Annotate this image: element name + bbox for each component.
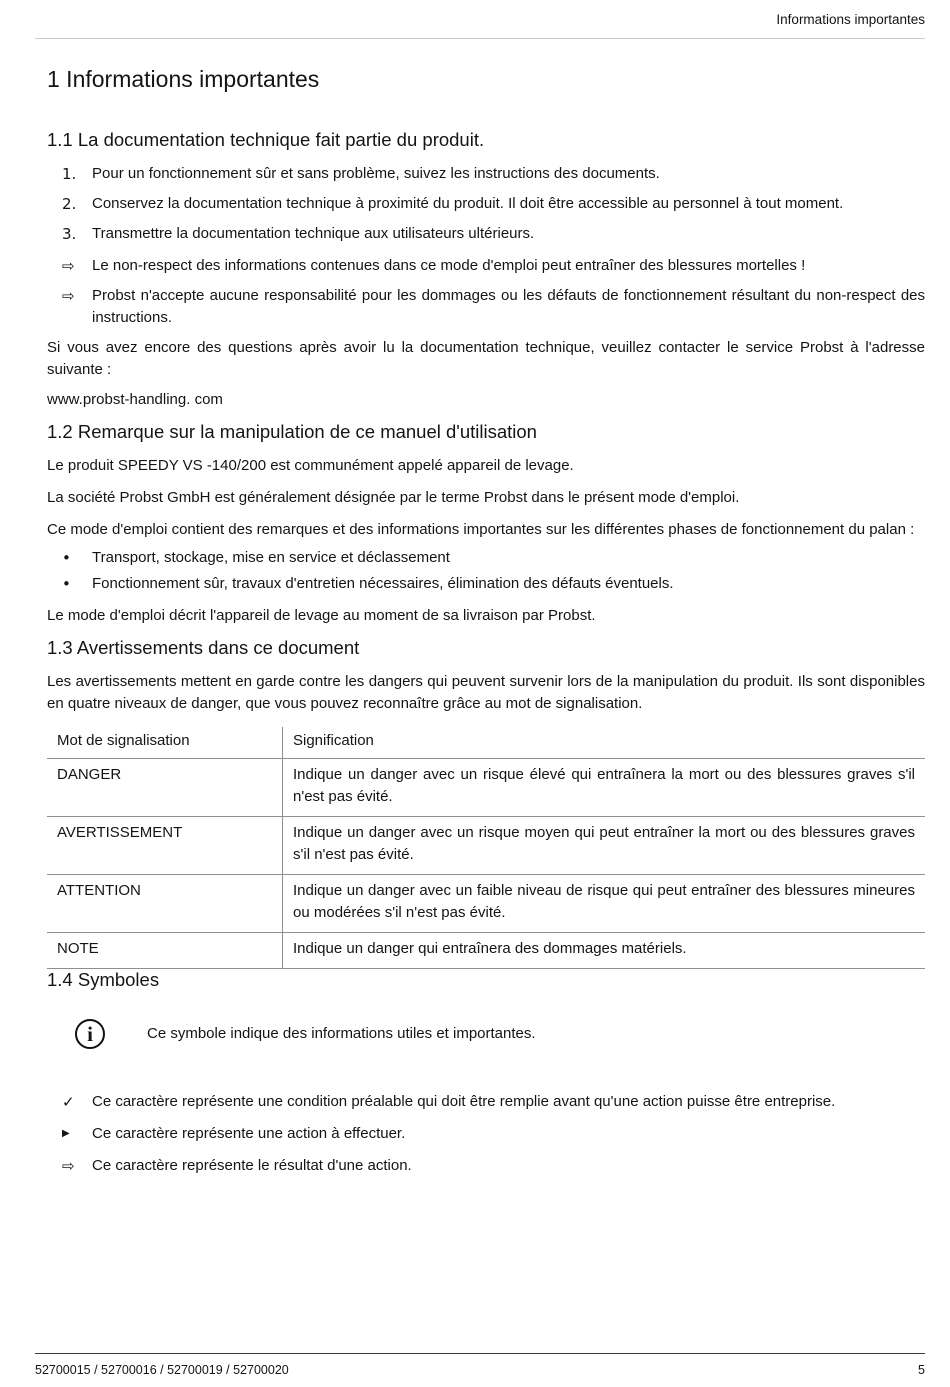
section-1-1-heading: 1.1 La documentation technique fait partie du produit.: [47, 129, 485, 150]
numbered-item-text: Pour un fonctionnement sûr et sans problème, suivez les instructions des documents.: [92, 165, 660, 182]
paragraph: Le mode d'emploi décrit l'appareil de levage au moment de sa livraison par Probst.: [47, 607, 596, 624]
meaning-cell: Indique un danger avec un risque moyen qui peut entraîner la mort ou des blessures graves s'il n'est pas évité.: [283, 817, 926, 875]
action-triangle-icon: ▶: [62, 1128, 70, 1139]
table-header-meaning: Signification: [293, 732, 374, 749]
symbol-item-text: Ce caractère représente une action à effectuer.: [92, 1125, 406, 1142]
table-row: [47, 933, 925, 969]
website-text: www.probst-handling. com: [47, 391, 223, 408]
numbered-item: [62, 163, 925, 185]
running-header: [35, 0, 925, 39]
footer: [35, 1353, 925, 1377]
item-number: 1.: [62, 165, 77, 183]
check-icon: ✓: [62, 1093, 75, 1111]
paragraph: Le produit SPEEDY VS -140/200 est communément appelé appareil de levage.: [47, 457, 574, 474]
table-header-signal-word: Mot de signalisation: [47, 727, 283, 759]
signal-word-cell: NOTE: [47, 933, 283, 969]
result-arrow-icon: ⇨: [62, 257, 75, 275]
section-1-4-heading: 1.4 Symboles: [47, 969, 160, 990]
bullet-item: [62, 547, 925, 569]
running-header-text: Informations importantes: [776, 11, 925, 27]
signal-word-cell: ATTENTION: [47, 875, 283, 933]
item-number: 2.: [62, 195, 77, 213]
section-1-2-heading: 1.2 Remarque sur la manipulation de ce manuel d'utilisation: [47, 421, 537, 442]
result-item-text: Probst n'accepte aucune responsabilité pour les dommages ou les défauts de fonctionnement résultant du non-respect des instructions.: [92, 287, 925, 326]
signal-word-cell: DANGER: [47, 759, 283, 817]
info-icon: i: [75, 1019, 105, 1049]
symbol-item-text: Ce caractère représente une condition préalable qui doit être remplie avant qu'une action puisse être entreprise.: [92, 1093, 836, 1110]
bullet-item: [62, 573, 925, 595]
symbol-item: [62, 1155, 925, 1177]
item-number: 3.: [62, 225, 77, 243]
page-content: [47, 58, 925, 1185]
info-symbol-text: Ce symbole indique des informations utiles et importantes.: [147, 1025, 536, 1042]
symbol-item: [62, 1123, 925, 1145]
bullet-icon: •: [62, 549, 71, 567]
result-item-text: Le non-respect des informations contenues dans ce mode d'emploi peut entraîner des blessures mortelles !: [92, 257, 806, 274]
section-1-3-heading: 1.3 Avertissements dans ce document: [47, 637, 360, 658]
meaning-cell: Indique un danger qui entraînera des dommages matériels.: [283, 933, 926, 969]
numbered-item: [62, 193, 925, 215]
info-symbol-row: [75, 1019, 925, 1049]
paragraph: Ce mode d'emploi contient des remarques et des informations importantes sur les différentes phases de fonctionnement du palan :: [47, 521, 915, 538]
numbered-item: [62, 223, 925, 245]
result-arrow-icon: ⇨: [62, 1157, 75, 1175]
paragraph: La société Probst GmbH est généralement désignée par le terme Probst dans le présent mode d'emploi.: [47, 489, 740, 506]
table-row: [47, 875, 925, 933]
meaning-cell: Indique un danger avec un faible niveau de risque qui peut entraîner des blessures mineures ou modérées s'il n'est pas évité.: [283, 875, 926, 933]
signal-word-cell: AVERTISSEMENT: [47, 817, 283, 875]
symbol-item-text: Ce caractère représente le résultat d'une action.: [92, 1157, 412, 1174]
page-title: 1 Informations importantes: [47, 66, 320, 92]
bullet-item-text: Transport, stockage, mise en service et déclassement: [92, 549, 450, 566]
symbol-item: [62, 1091, 925, 1113]
signal-words-table: [47, 727, 925, 969]
paragraph: Les avertissements mettent en garde contre les dangers qui peuvent survenir lors de la manipulation du produit. Ils sont disponibles en quatre niveaux de danger, que vous pouvez reconnaître grâce au mot de signalisation.: [47, 673, 925, 712]
footer-article-numbers: 52700015 / 52700016 / 52700019 / 52700020: [35, 1363, 289, 1377]
meaning-cell: Indique un danger avec un risque élevé qui entraînera la mort ou des blessures graves s'il n'est pas évité.: [283, 759, 926, 817]
bullet-item-text: Fonctionnement sûr, travaux d'entretien nécessaires, élimination des défauts éventuels.: [92, 575, 674, 592]
numbered-item-text: Conservez la documentation technique à proximité du produit. Il doit être accessible au personnel à tout moment.: [92, 195, 844, 212]
table-row: [47, 817, 925, 875]
bullet-icon: •: [62, 575, 71, 593]
contact-paragraph: Si vous avez encore des questions après avoir lu la documentation technique, veuillez contacter le service Probst à l'adresse suivante :: [47, 339, 925, 378]
numbered-item-text: Transmettre la documentation technique aux utilisateurs ultérieurs.: [92, 225, 535, 242]
table-header-row: [47, 727, 925, 759]
result-item: [62, 255, 925, 277]
page-number: 5: [918, 1363, 925, 1377]
result-item: [62, 285, 925, 329]
result-arrow-icon: ⇨: [62, 287, 75, 305]
table-row: [47, 759, 925, 817]
